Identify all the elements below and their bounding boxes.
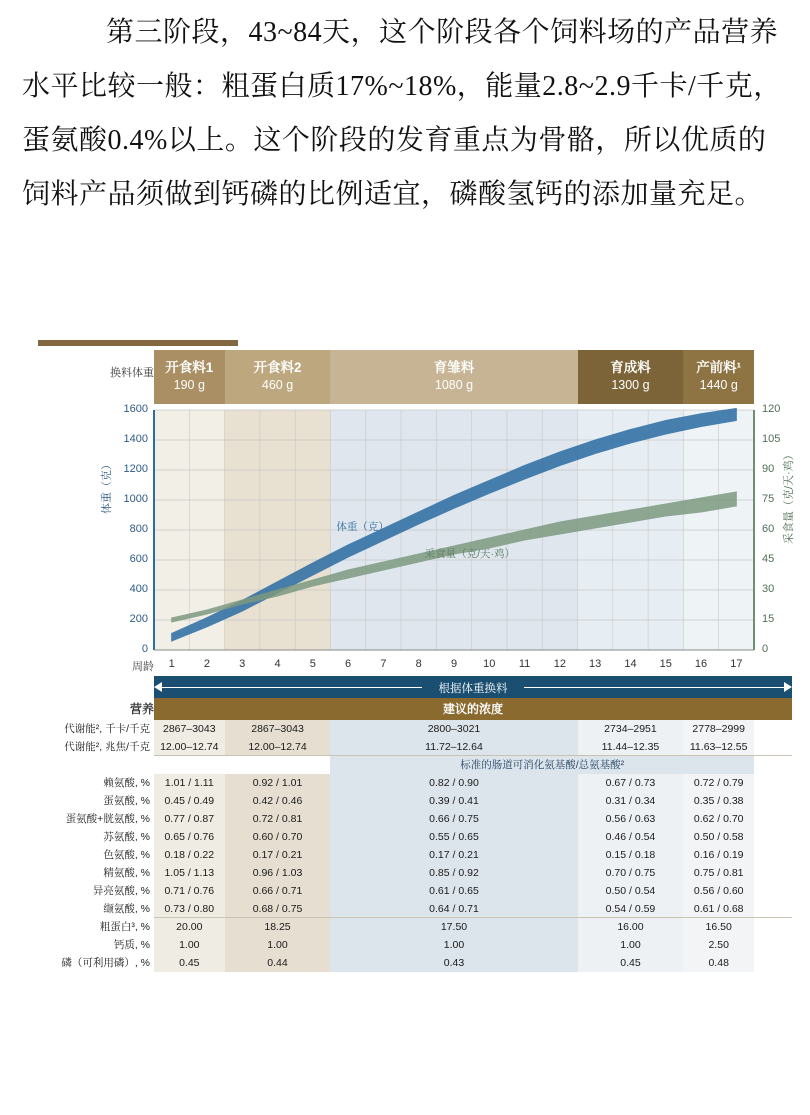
nutrition-cell: 0.64 / 0.71 xyxy=(330,900,577,918)
nutrition-cell: 0.67 / 0.73 xyxy=(578,774,684,792)
nutrition-cell: 2867–3043 xyxy=(154,720,225,738)
nutrition-cell: 0.85 / 0.92 xyxy=(330,864,577,882)
change-band-arrow-right-line xyxy=(524,687,786,688)
nutrition-row xyxy=(18,738,792,756)
feed-phase-cell-5 xyxy=(683,350,754,404)
nutrition-subheader-label: 标准的肠道可消化氨基酸/总氨基酸² xyxy=(330,756,754,774)
feed-phase-cell-1 xyxy=(154,350,225,404)
nutrition-header: 建议的浓度 xyxy=(154,698,792,720)
nutrition-cell: 20.00 xyxy=(154,918,225,936)
nutrition-cell: 12.00–12.74 xyxy=(154,738,225,756)
week-label-9: 9 xyxy=(450,658,458,670)
week-label-8: 8 xyxy=(415,658,422,670)
nutrition-row-label: 营养 xyxy=(129,702,154,716)
nutrition-row-label-cell: 钙质, % xyxy=(113,939,150,951)
nutrition-cell: 11.72–12.64 xyxy=(330,738,577,756)
nutrition-cell: 0.66 / 0.75 xyxy=(330,810,577,828)
left-tick-label: 1400 xyxy=(123,433,148,445)
nutrition-cell: 0.45 xyxy=(154,954,225,972)
week-label-2: 2 xyxy=(203,658,210,670)
nutrition-row-label-cell: 粗蛋白³, % xyxy=(99,921,150,933)
week-label-13: 13 xyxy=(589,658,602,670)
left-tick-label: 400 xyxy=(129,583,148,595)
nutrition-cell: 1.01 / 1.11 xyxy=(154,774,225,792)
chart-annotation-1: 体重（克） xyxy=(336,521,389,533)
nutrition-cell: 0.44 xyxy=(225,954,331,972)
right-tick-label: 60 xyxy=(762,523,775,535)
nutrition-cell: 0.18 / 0.22 xyxy=(154,846,225,864)
feed-phase-weight: 460 g xyxy=(261,378,294,393)
nutrition-cell: 0.46 / 0.54 xyxy=(578,828,684,846)
nutrition-cell: 2778–2999 xyxy=(683,720,754,738)
right-tick-label: 30 xyxy=(762,583,775,595)
feed-change-band xyxy=(154,676,792,698)
nutrition-row xyxy=(18,846,792,864)
nutrition-cell: 0.39 / 0.41 xyxy=(330,792,577,810)
nutrition-cell: 0.15 / 0.18 xyxy=(578,846,684,864)
nutrition-cell: 2800–3021 xyxy=(330,720,577,738)
week-label-12: 12 xyxy=(553,658,566,670)
week-label-5: 5 xyxy=(309,658,316,670)
feed-phase-cell-3 xyxy=(330,350,577,404)
nutrition-cell: 0.45 / 0.49 xyxy=(154,792,225,810)
growth-chart xyxy=(18,403,795,656)
week-label-4: 4 xyxy=(274,658,281,670)
nutrition-cell: 0.92 / 1.01 xyxy=(225,774,331,792)
week-label-16: 16 xyxy=(694,658,708,670)
right-tick-label: 45 xyxy=(762,553,775,565)
left-tick-label: 1000 xyxy=(123,493,148,505)
nutrition-cell: 0.72 / 0.79 xyxy=(683,774,754,792)
chart-annotation-2: 采食量（克/天·鸡） xyxy=(424,548,515,560)
feed-change-band-label: 根据体重换料 xyxy=(438,683,508,695)
nutrition-cell: 0.77 / 0.87 xyxy=(154,810,225,828)
feed-phase-weight: 1440 g xyxy=(699,378,738,393)
nutrition-row xyxy=(18,810,792,828)
week-label-1: 1 xyxy=(168,658,175,670)
nutrition-cell: 0.61 / 0.65 xyxy=(330,882,577,900)
nutrition-cell: 0.82 / 0.90 xyxy=(330,774,577,792)
nutrition-cell: 2734–2951 xyxy=(578,720,684,738)
nutrition-cell: 0.17 / 0.21 xyxy=(330,846,577,864)
feed-phase-weight: 1080 g xyxy=(434,378,474,393)
feed-phase-name: 开食料2 xyxy=(253,360,302,375)
nutrition-cell: 17.50 xyxy=(330,918,577,936)
right-tick-label: 90 xyxy=(762,463,775,475)
nutrition-cell: 0.55 / 0.65 xyxy=(330,828,577,846)
week-label-6: 6 xyxy=(345,658,352,670)
left-axis-title: 体重（克） xyxy=(101,459,113,514)
nutrition-row xyxy=(18,864,792,882)
week-label-3: 3 xyxy=(239,658,246,670)
nutrition-row-label-cell: 赖氨酸, % xyxy=(103,777,150,789)
nutrition-cell: 0.73 / 0.80 xyxy=(154,900,225,918)
nutrition-cell: 12.00–12.74 xyxy=(225,738,331,756)
week-label-17: 17 xyxy=(730,658,743,670)
nutrition-cell: 18.25 xyxy=(225,918,331,936)
feed-phase-name: 育雏料 xyxy=(433,360,475,375)
nutrition-cell: 11.44–12.35 xyxy=(578,738,684,756)
nutrition-row-label-cell: 代谢能², 兆焦/千克 xyxy=(64,741,150,753)
left-tick-label: 1600 xyxy=(123,403,148,415)
weeks-axis-row xyxy=(18,656,792,676)
nutrition-cell: 0.50 / 0.58 xyxy=(683,828,754,846)
nutrition-cell: 0.54 / 0.59 xyxy=(578,900,684,918)
right-tick-label: 120 xyxy=(762,403,781,415)
feed-phase-name: 产前料¹ xyxy=(696,360,742,375)
nutrition-row xyxy=(18,936,792,954)
left-tick-label: 1200 xyxy=(123,463,148,475)
nutrition-cell: 0.61 / 0.68 xyxy=(683,900,754,918)
nutrition-row xyxy=(18,882,792,900)
feed-phase-weight: 190 g xyxy=(173,378,205,393)
week-label-7: 7 xyxy=(380,658,387,670)
nutrition-cell: 0.56 / 0.60 xyxy=(683,882,754,900)
figure-top-clipped-title xyxy=(18,336,792,350)
left-tick-label: 600 xyxy=(129,553,148,565)
left-tick-label: 200 xyxy=(129,613,148,625)
right-axis-title: 采食量（克/天·鸡） xyxy=(783,449,795,544)
nutrition-cell: 0.66 / 0.71 xyxy=(225,882,331,900)
nutrition-row-label-cell: 苏氨酸, % xyxy=(103,831,150,843)
nutrition-cell: 1.00 xyxy=(225,936,331,954)
clipped-title-sliver xyxy=(38,340,238,346)
nutrition-row xyxy=(18,792,792,810)
right-tick-label: 0 xyxy=(762,643,769,655)
nutrition-row-label-cell: 异亮氨酸, % xyxy=(92,885,150,897)
right-tick-label: 105 xyxy=(762,433,781,445)
week-label-15: 15 xyxy=(659,658,672,670)
nutrition-row-label-cell: 精氨酸, % xyxy=(103,867,150,879)
nutrition-cell: 2867–3043 xyxy=(225,720,331,738)
right-tick-label: 75 xyxy=(762,493,775,505)
nutrition-row xyxy=(18,900,792,918)
change-band-arrow-right-head xyxy=(784,682,792,692)
nutrition-row xyxy=(18,828,792,846)
feed-phase-cell-2 xyxy=(225,350,331,404)
nutrition-row-label-cell: 蛋氨酸+胱氨酸, % xyxy=(65,813,150,825)
nutrition-row-label-cell: 色氨酸, % xyxy=(103,849,150,861)
nutrition-cell: 16.00 xyxy=(578,918,684,936)
nutrition-cell: 0.50 / 0.54 xyxy=(578,882,684,900)
nutrition-cell: 2.50 xyxy=(683,936,754,954)
nutrition-cell: 0.70 / 0.75 xyxy=(578,864,684,882)
nutrition-row xyxy=(18,954,792,972)
nutrition-cell: 0.96 / 1.03 xyxy=(225,864,331,882)
nutrition-cell: 0.16 / 0.19 xyxy=(683,846,754,864)
nutrition-cell: 0.75 / 0.81 xyxy=(683,864,754,882)
feed-phase-header xyxy=(18,350,792,404)
feed-phase-weight: 1300 g xyxy=(611,378,650,393)
nutrition-row xyxy=(18,720,792,738)
nutrition-row-label-cell: 蛋氨酸, % xyxy=(103,795,150,807)
nutrition-row-label-cell: 代谢能², 千卡/千克 xyxy=(64,723,150,735)
weeks-axis-label: 周龄 xyxy=(132,661,154,673)
nutrition-cell: 1.05 / 1.13 xyxy=(154,864,225,882)
feed-phase-name: 育成料 xyxy=(610,360,651,375)
feed-phase-cell-4 xyxy=(578,350,684,404)
nutrition-subheader-row xyxy=(18,756,792,774)
nutrition-cell: 0.43 xyxy=(330,954,577,972)
nutrition-cell: 0.31 / 0.34 xyxy=(578,792,684,810)
nutrition-cell: 0.72 / 0.81 xyxy=(225,810,331,828)
nutrition-cell: 11.63–12.55 xyxy=(683,738,754,756)
nutrition-row-label-cell: 磷（可利用磷）, % xyxy=(61,957,150,969)
nutrition-cell: 1.00 xyxy=(154,936,225,954)
week-label-11: 11 xyxy=(518,658,531,670)
nutrition-cell: 16.50 xyxy=(683,918,754,936)
feed-phase-name: 开食料1 xyxy=(165,360,214,375)
nutrition-cell: 1.00 xyxy=(578,936,684,954)
nutrition-cell: 0.60 / 0.70 xyxy=(225,828,331,846)
nutrition-row xyxy=(18,918,792,936)
nutrition-cell: 0.65 / 0.76 xyxy=(154,828,225,846)
article-paragraph: 第三阶段，43~84天，这个阶段各个饲料场的产品营养水平比较一般：粗蛋白质17%~18%，能量2.8~2.9千卡/千克，蛋氨酸0.4%以上。这个阶段的发育重点为骨骼，所以优质的饲料产品须做到钙磷的比例适宜，磷酸氢钙的添加量充足。 xyxy=(22,17,782,210)
nutrition-cell: 0.42 / 0.46 xyxy=(225,792,331,810)
week-label-10: 10 xyxy=(483,658,496,670)
nutrition-cell: 1.00 xyxy=(330,936,577,954)
nutrition-row xyxy=(18,774,792,792)
nutrition-cell: 0.71 / 0.76 xyxy=(154,882,225,900)
feed-phase-row-label: 换料体重 xyxy=(110,367,154,379)
left-tick-label: 0 xyxy=(141,643,148,655)
figure-container xyxy=(18,336,795,1111)
nutrition-cell: 0.56 / 0.63 xyxy=(578,810,684,828)
nutrition-cell: 0.45 xyxy=(578,954,684,972)
nutrition-cell: 0.48 xyxy=(683,954,754,972)
nutrition-cell: 0.35 / 0.38 xyxy=(683,792,754,810)
left-tick-label: 800 xyxy=(129,523,148,535)
nutrition-cell: 0.68 / 0.75 xyxy=(225,900,331,918)
nutrition-cell: 0.62 / 0.70 xyxy=(683,810,754,828)
nutrition-cell: 0.17 / 0.21 xyxy=(225,846,331,864)
right-tick-label: 15 xyxy=(762,613,775,625)
nutrition-row-label-cell: 缬氨酸, % xyxy=(103,903,150,915)
week-label-14: 14 xyxy=(624,658,637,670)
